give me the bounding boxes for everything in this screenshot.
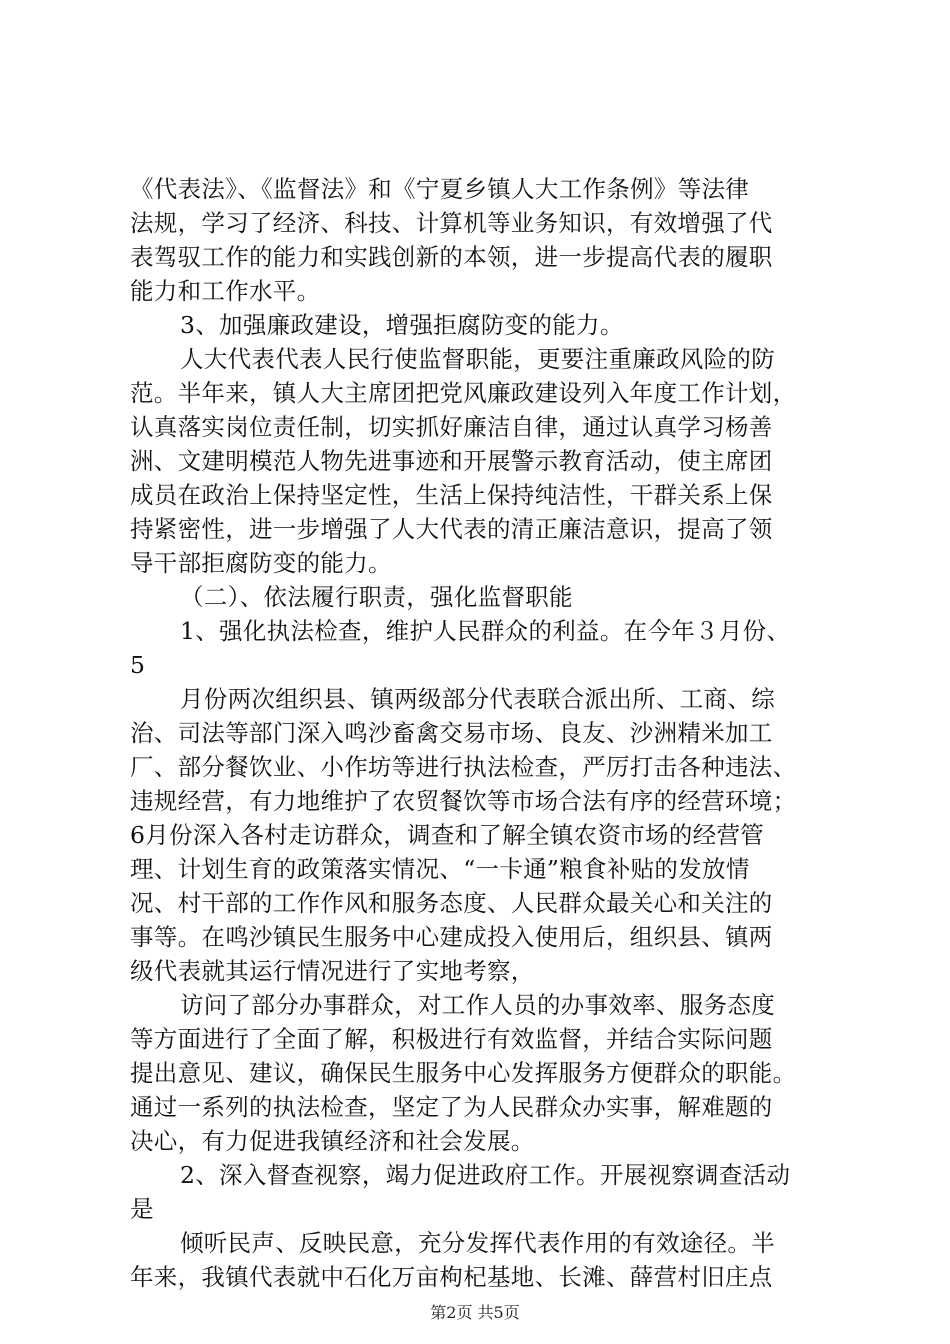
text-line: 访问了部分办事群众，对工作人员的办事效率、服务态度 bbox=[180, 991, 775, 1019]
text-line: 年来，我镇代表就中石化万亩枸杞基地、长滩、薛营村旧庄点 bbox=[130, 1263, 773, 1291]
text-line: 理、计划生育的政策落实情况、“一卡通”粮食补贴的发放情 bbox=[130, 855, 750, 883]
text-line: 2、深入督查视察，竭力促进政府工作。开展视察调查活动 bbox=[180, 1161, 791, 1189]
text-line: 能力和工作水平。 bbox=[130, 277, 321, 305]
text-line: 月份两次组织县、镇两级部分代表联合派出所、工商、综 bbox=[180, 685, 775, 713]
text-line: 5 bbox=[130, 651, 146, 679]
text-line: 人大代表代表人民行使监督职能，更要注重廉政风险的防 bbox=[180, 345, 775, 373]
text-line: 法规，学习了经济、科技、计算机等业务知识，有效增强了代 bbox=[130, 209, 773, 237]
text-line: 厂、部分餐饮业、小作坊等进行执法检查，严厉打击各种违法、 bbox=[130, 753, 797, 781]
text-line: 6月份深入各村走访群众，调查和了解全镇农资市场的经营管 bbox=[130, 821, 765, 849]
text-line: 表驾驭工作的能力和实践创新的本领，进一步提高代表的履职 bbox=[130, 243, 773, 271]
text-line: 成员在政治上保持坚定性，生活上保持纯洁性，干群关系上保 bbox=[130, 481, 773, 509]
text-line: 是 bbox=[130, 1195, 154, 1223]
text-line: 况、村干部的工作作风和服务态度、人民群众最关心和关注的 bbox=[130, 889, 773, 917]
text-line: 认真落实岗位责任制，切实抓好廉洁自律，通过认真学习杨善 bbox=[130, 413, 773, 441]
text-line: 等方面进行了全面了解，积极进行有效监督，并结合实际问题 bbox=[130, 1025, 773, 1053]
text-line: 持紧密性，进一步增强了人大代表的清正廉洁意识，提高了领 bbox=[130, 515, 773, 543]
text-line: 洲、文建明模范人物先进事迹和开展警示教育活动，使主席团 bbox=[130, 447, 773, 475]
text-line: 通过一系列的执法检查，坚定了为人民群众办实事，解难题的 bbox=[130, 1093, 773, 1121]
text-line: 级代表就其运行情况进行了实地考察， bbox=[130, 957, 535, 985]
page-footer: 第2页 共5页 bbox=[430, 1303, 520, 1322]
text-line: 提出意见、建议，确保民生服务中心发挥服务方便群众的职能。 bbox=[130, 1059, 797, 1087]
section-heading: （二）、依法履行职责，强化监督职能 bbox=[180, 583, 573, 611]
text-line: 《代表法》、《监督法》和《宁夏乡镇人大工作条例》等法律 bbox=[130, 175, 750, 203]
text-line: 倾听民声、反映民意，充分发挥代表作用的有效途径。半 bbox=[180, 1229, 775, 1257]
text-line: 事等。在鸣沙镇民生服务中心建成投入使用后，组织县、镇两 bbox=[130, 923, 773, 951]
text-line: 导干部拒腐防变的能力。 bbox=[130, 549, 392, 577]
text-line: 1、强化执法检查，维护人民群众的利益。在今年３月份、 bbox=[180, 617, 791, 645]
text-line: 治、司法等部门深入鸣沙畜禽交易市场、良友、沙洲精米加工 bbox=[130, 719, 773, 747]
text-line: 决心，有力促进我镇经济和社会发展。 bbox=[130, 1127, 535, 1155]
section-heading: 3、加强廉政建设，增强拒腐防变的能力。 bbox=[180, 311, 624, 339]
text-line: 违规经营，有力地维护了农贸餐饮等市场合法有序的经营环境； bbox=[130, 787, 797, 815]
text-line: 范。半年来，镇人大主席团把党风廉政建设列入年度工作计划， bbox=[130, 379, 797, 407]
